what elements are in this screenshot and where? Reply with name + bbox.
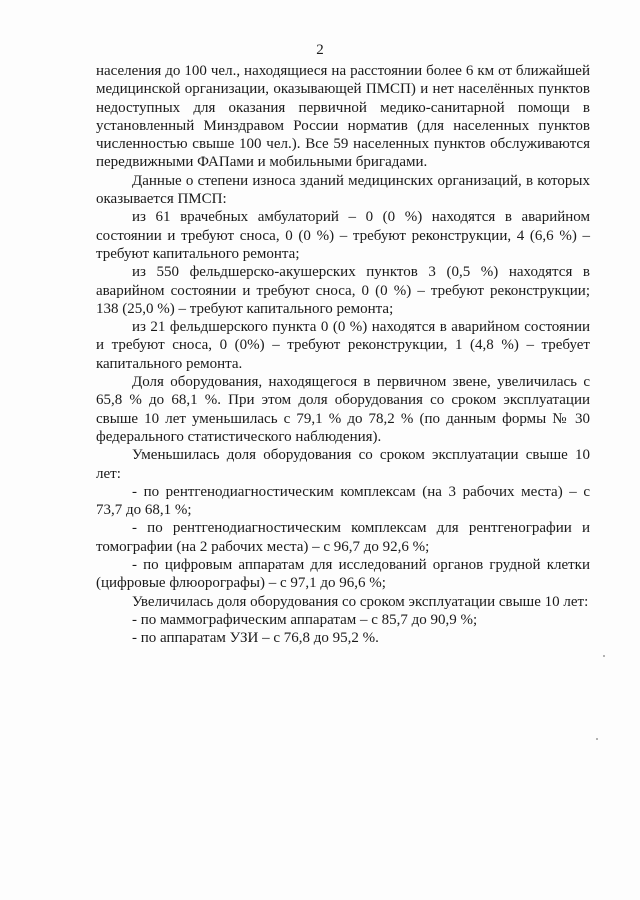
paragraph-feldsher-points: из 21 фельдшерского пункта 0 (0 %) находятся в аварийном состоянии и требуют сноса, 0 (0%) – требуют реконструкции, 1 (4,8 %) – требует капитального ремонта. <box>96 319 590 372</box>
page-number: 2 <box>316 42 324 58</box>
paragraph-building-wear-intro: Данные о степени износа зданий медицинских организаций, в которых оказывается ПМСП: <box>96 172 590 208</box>
paragraph-population-access: населения до 100 чел., находящиеся на расстоянии более 6 км от ближайшей медицинской организации, оказывающей ПМСП) и нет населённых пунктов недоступных для оказания первичной медико-санитарной помощи в установленный Минздравом России норматив (для населенных пунктов численностью свыше 100 чел.). Все 59 населенных пунктов обслуживаются передвижными ФАПами и мобильными бригадами. <box>96 63 590 171</box>
list-item-xray-3: - по рентгенодиагностическим комплексам (на 3 рабочих места) – с 73,7 до 68,1 %; <box>96 483 590 519</box>
paragraph-increase-heading: Увеличилась доля оборудования со сроком эксплуатации свыше 10 лет: <box>132 593 589 610</box>
paragraph-ambulatories: из 61 врачебных амбулаторий – 0 (0 %) находятся в аварийном состоянии и требуют сноса, 0 (0 %) – требуют реконструкции, 4 (6,6 %) – требуют капитального ремонта; <box>96 209 590 262</box>
scan-speck <box>603 655 605 657</box>
paragraph-decrease-heading: Уменьшилась доля оборудования со сроком эксплуатации свыше 10 лет: <box>96 447 590 482</box>
list-item-xray-2: - по рентгенодиагностическим комплексам для рентгенографии и томографии (на 2 рабочих места) – с 96,7 до 92,6 %; <box>96 520 590 555</box>
list-item-ultrasound: - по аппаратам УЗИ – с 76,8 до 95,2 %. <box>132 630 379 647</box>
paragraph-equipment-share: Доля оборудования, находящегося в первичном звене, увеличилась с 65,8 % до 68,1 %. При этом доля оборудования со сроком эксплуатации свыше 10 лет уменьшилась с 79,1 % до 78,2 % (по данным формы № 30 федерального статистического наблюдения). <box>96 374 590 445</box>
list-item-mammography: - по маммографическим аппаратам – с 85,7 до 90,9 %; <box>132 611 478 628</box>
list-item-fluorographs: - по цифровым аппаратам для исследований органов грудной клетки (цифровые флюорографы) – с 97,1 до 96,6 %; <box>96 557 590 592</box>
scan-speck <box>596 738 598 740</box>
paragraph-fap: из 550 фельдшерско-акушерских пунктов 3 (0,5 %) находятся в аварийном состоянии и требуют сноса, 0 (0 %) – требуют реконструкции; 138 (25,0 %) – требуют капитального ремонта; <box>96 264 590 317</box>
document-body <box>96 62 590 648</box>
